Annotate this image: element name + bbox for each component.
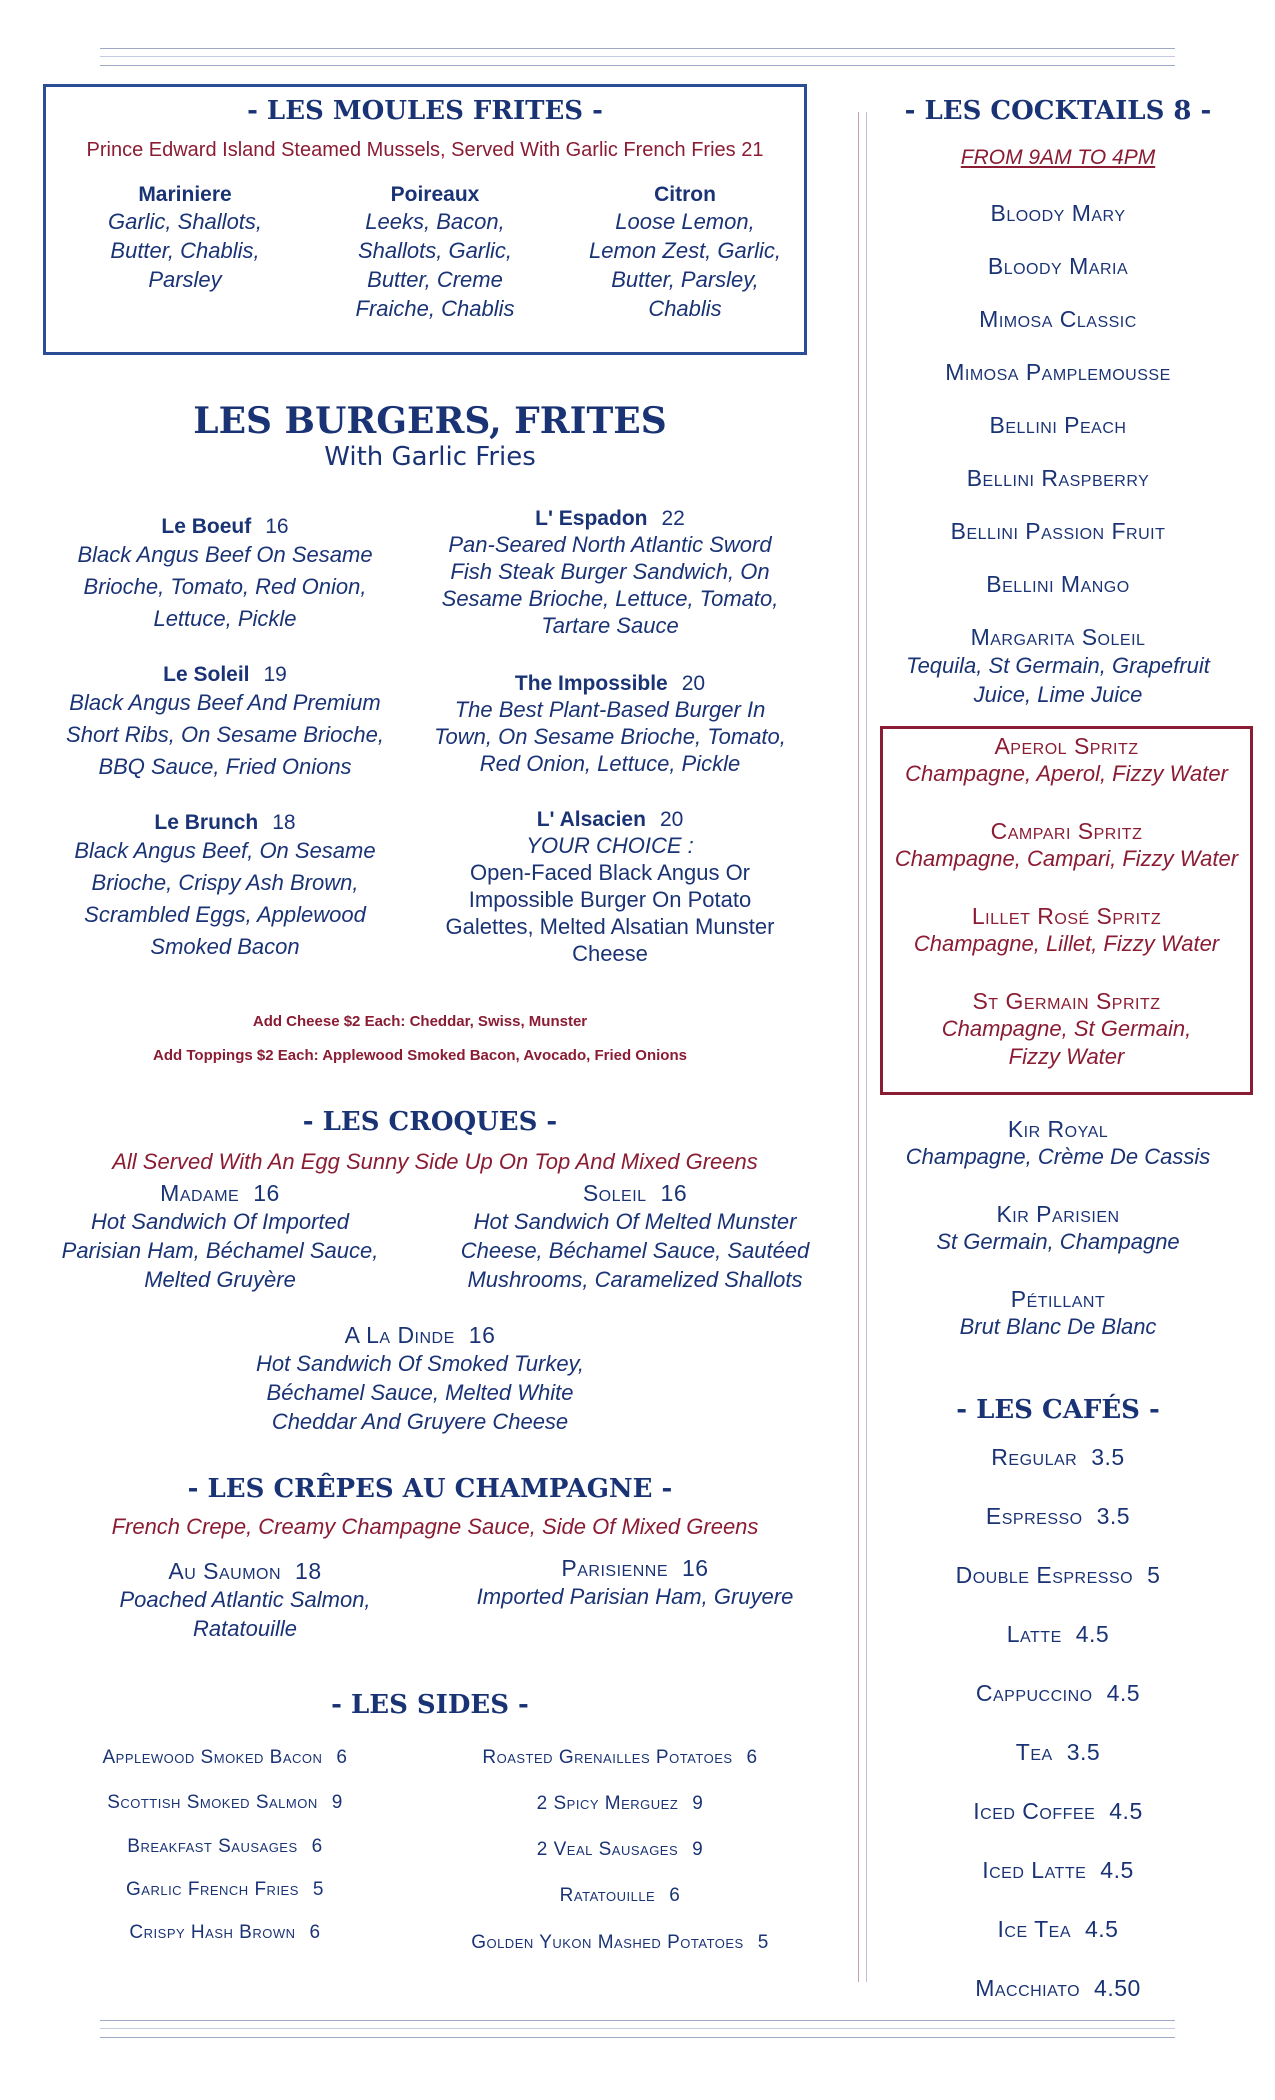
cocktail-more-item — [868, 1201, 1248, 1256]
croque-name: A La Dinde — [344, 1322, 455, 1348]
burger-le-brunch — [55, 811, 395, 963]
crepe-desc: Poached Atlantic Salmon, Ratatouille — [119, 1587, 371, 1641]
burger-name: L' Alsacien — [536, 808, 646, 831]
burger-price: 22 — [661, 507, 685, 530]
side-item — [50, 1922, 400, 1944]
bottom-rule — [100, 2020, 1175, 2021]
cafe-item — [868, 1798, 1248, 1825]
burgers-subtitle: With Garlic Fries — [324, 442, 536, 472]
side-name: Breakfast Sausages — [127, 1836, 298, 1857]
croques-subtitle: All Served With An Egg Sunny Side Up On Top And Mixed Greens — [112, 1149, 758, 1174]
spritz-desc: Champagne, St Germain, Fizzy Water — [941, 1016, 1192, 1069]
side-name: Crispy Hash Brown — [129, 1922, 296, 1943]
burger-price: 18 — [272, 811, 296, 834]
cafe-price: 4.5 — [1085, 1916, 1119, 1942]
crepe-au-saumon — [90, 1558, 400, 1643]
cocktail-item: Bellini Passion Fruit — [950, 518, 1166, 544]
moules-item-mariniere — [80, 183, 290, 294]
spritz-name: Campari Spritz — [990, 818, 1143, 844]
crepe-parisienne — [460, 1555, 810, 1611]
moules-item-desc: Garlic, Shallots, Butter, Chablis, Parsley — [107, 209, 263, 292]
crepe-name: Parisienne — [561, 1555, 668, 1581]
spritz-desc: Champagne, Aperol, Fizzy Water — [905, 761, 1228, 786]
side-name: Golden Yukon Mashed Potatoes — [471, 1932, 744, 1953]
side-price: 9 — [692, 1793, 704, 1814]
side-item — [430, 1885, 810, 1907]
cocktail-item: Bellini Mango — [986, 571, 1130, 597]
side-item — [50, 1879, 400, 1901]
cafe-price: 4.50 — [1094, 1975, 1141, 2001]
cocktail-more-item — [868, 1116, 1248, 1171]
burger-le-boeuf — [55, 515, 395, 635]
burger-price: 20 — [659, 808, 684, 831]
moules-item-name: Citron — [654, 183, 716, 206]
moules-item-desc: Loose Lemon, Lemon Zest, Garlic, Butter, Parsley, Chablis — [589, 209, 781, 321]
spritz-name: Aperol Spritz — [994, 733, 1139, 759]
moules-item-desc: Leeks, Bacon, Shallots, Garlic, Butter, Creme Fraiche, Chablis — [355, 209, 515, 321]
column-divider — [858, 112, 859, 1982]
spritz-item — [880, 733, 1253, 788]
cafe-name: Cappuccino — [975, 1680, 1093, 1706]
moules-subtitle: Prince Edward Island Steamed Mussels, Served With Garlic French Fries 21 — [86, 139, 764, 161]
burger-desc: Pan-Seared North Atlantic Sword Fish Steak Burger Sandwich, On Sesame Brioche, Lettuce, Tomato, Tartare Sauce — [441, 532, 779, 638]
side-name: Applewood Smoked Bacon — [102, 1747, 323, 1768]
moules-item-citron — [580, 183, 790, 323]
cocktail-item-margarita — [868, 624, 1248, 709]
bottom-rule-thin — [100, 2028, 1175, 2029]
croque-name: Soleil — [582, 1180, 647, 1206]
moules-item-name: Mariniere — [138, 183, 232, 206]
cocktail-desc: Champagne, Crème De Cassis — [905, 1144, 1211, 1169]
cafe-price: 3.5 — [1096, 1503, 1131, 1529]
burger-price: 20 — [681, 672, 706, 695]
croque-a-la-dinde — [240, 1322, 600, 1436]
side-name: Scottish Smoked Salmon — [107, 1792, 318, 1813]
croques-title: - LES CROQUES - — [302, 1107, 558, 1137]
burger-desc: Black Angus Beef On Sesame Brioche, Tomato, Red Onion, Lettuce, Pickle — [77, 542, 373, 631]
croque-desc: Hot Sandwich Of Melted Munster Cheese, Béchamel Sauce, Sautéed Mushrooms, Caramelized Shallots — [460, 1209, 810, 1292]
cafe-price: 4.5 — [1109, 1798, 1143, 1824]
side-price: 6 — [336, 1747, 348, 1768]
burger-name: Le Soleil — [163, 663, 250, 686]
cocktail-desc: Tequila, St Germain, Grapefruit Juice, Lime Juice — [906, 653, 1210, 707]
side-price: 6 — [669, 1885, 681, 1906]
cafe-item — [868, 1739, 1248, 1766]
cocktail-item: Bellini Peach — [989, 412, 1127, 438]
cocktail-name: Kir Royal — [1007, 1116, 1109, 1142]
burger-choice: YOUR CHOICE : — [526, 833, 694, 858]
side-name: 2 Veal Sausages — [536, 1839, 679, 1860]
cafe-name: Latte — [1006, 1621, 1062, 1647]
cocktails-hours: FROM 9AM TO 4PM — [960, 146, 1156, 169]
spritz-name: St Germain Spritz — [972, 988, 1161, 1014]
sides-title: - LES SIDES - — [331, 1690, 529, 1720]
side-price: 9 — [331, 1792, 343, 1813]
cafe-item — [868, 1562, 1248, 1589]
spritz-desc: Champagne, Campari, Fizzy Water — [894, 846, 1239, 871]
cafe-item — [868, 1680, 1248, 1707]
crepe-desc: Imported Parisian Ham, Gruyere — [476, 1584, 794, 1609]
cafe-item — [868, 1916, 1248, 1943]
cocktails-title: - LES COCKTAILS 8 - — [904, 96, 1212, 126]
cocktail-desc: St Germain, Champagne — [936, 1229, 1180, 1254]
burger-alsacien — [430, 808, 790, 967]
cafe-name: Espresso — [985, 1503, 1083, 1529]
burgers-title: LES BURGERS, FRITES — [193, 400, 667, 442]
croque-name: Madame — [160, 1180, 240, 1206]
cafe-price: 5 — [1147, 1562, 1161, 1588]
cafe-item — [868, 1621, 1248, 1648]
cocktail-item: Bloody Maria — [987, 253, 1129, 279]
side-price: 6 — [309, 1922, 321, 1943]
spritz-item — [880, 903, 1253, 958]
crepe-name: Au Saumon — [168, 1558, 282, 1584]
column-divider-2 — [866, 112, 867, 1982]
croque-price: 16 — [468, 1322, 496, 1348]
top-rule-thin — [100, 56, 1175, 57]
cafe-item — [868, 1857, 1248, 1884]
burger-name: L' Espadon — [535, 507, 648, 530]
side-price: 9 — [692, 1839, 704, 1860]
crepes-title: - LES CRÊPES AU CHAMPAGNE - — [187, 1474, 673, 1504]
side-item — [50, 1836, 400, 1858]
cafe-item — [868, 1503, 1248, 1530]
cocktail-desc: Brut Blanc De Blanc — [959, 1314, 1157, 1339]
spritz-item — [880, 988, 1253, 1071]
crepe-price: 18 — [295, 1558, 322, 1584]
burger-name: Le Boeuf — [161, 515, 252, 538]
burgers-addon-cheese: Add Cheese $2 Each: Cheddar, Swiss, Munster — [252, 1013, 588, 1030]
cafe-price: 3.5 — [1091, 1444, 1125, 1470]
cafe-price: 4.5 — [1075, 1621, 1110, 1647]
moules-item-poireaux — [330, 183, 540, 323]
side-name: Roasted Grenailles Potatoes — [482, 1747, 733, 1768]
side-item — [50, 1747, 400, 1769]
side-name: Ratatouille — [559, 1885, 656, 1906]
cocktail-name: Margarita Soleil — [970, 624, 1146, 650]
croque-madame — [55, 1180, 385, 1294]
cocktail-item: Mimosa Classic — [979, 306, 1137, 332]
croque-price: 16 — [660, 1180, 688, 1206]
moules-title: - LES MOULES FRITES - — [247, 96, 603, 126]
cafe-price: 4.5 — [1100, 1857, 1134, 1883]
cafe-price: 3.5 — [1066, 1739, 1101, 1765]
side-price: 5 — [757, 1932, 769, 1953]
cafe-name: Iced Coffee — [973, 1798, 1096, 1824]
cafes-title: - LES CAFÉS - — [956, 1395, 1160, 1425]
cafe-name: Ice Tea — [997, 1916, 1071, 1942]
cocktail-name: Pétillant — [1010, 1286, 1106, 1312]
cafe-name: Tea — [1015, 1739, 1053, 1765]
croque-desc: Hot Sandwich Of Smoked Turkey, Béchamel Sauce, Melted White Cheddar And Gruyere Cheese — [255, 1351, 585, 1434]
cocktail-item: Bloody Mary — [990, 200, 1126, 226]
burger-desc: Open-Faced Black Angus Or Impossible Burger On Potato Galettes, Melted Alsatian Munster Cheese — [445, 860, 775, 966]
moules-item-name: Poireaux — [390, 183, 480, 206]
croque-soleil — [460, 1180, 810, 1294]
top-rule-2 — [100, 65, 1175, 66]
crepe-price: 16 — [682, 1555, 709, 1581]
burger-name: Le Brunch — [154, 811, 259, 834]
side-item — [50, 1792, 400, 1814]
burger-price: 16 — [265, 515, 289, 538]
cocktail-name: Kir Parisien — [996, 1201, 1120, 1227]
side-item — [430, 1793, 810, 1815]
cafe-price: 4.5 — [1106, 1680, 1141, 1706]
cafe-name: Iced Latte — [982, 1857, 1087, 1883]
burger-le-soleil — [55, 663, 395, 783]
croque-desc: Hot Sandwich Of Imported Parisian Ham, Béchamel Sauce, Melted Gruyère — [61, 1209, 379, 1292]
cafe-name: Double Espresso — [955, 1562, 1134, 1588]
cocktail-more-item — [868, 1286, 1248, 1341]
spritz-name: Lillet Rosé Spritz — [971, 903, 1162, 929]
burger-espadon — [430, 507, 790, 639]
side-item — [430, 1747, 810, 1769]
cafe-name: Macchiato — [975, 1975, 1081, 2001]
cocktail-item: Mimosa Pamplemousse — [945, 359, 1171, 385]
crepes-subtitle: French Crepe, Creamy Champagne Sauce, Side Of Mixed Greens — [111, 1514, 759, 1539]
burger-desc: Black Angus Beef, On Sesame Brioche, Crispy Ash Brown, Scrambled Eggs, Applewood Smoked Bacon — [74, 838, 376, 959]
side-name: Garlic French Fries — [126, 1879, 299, 1900]
burger-desc: Black Angus Beef And Premium Short Ribs, On Sesame Brioche, BBQ Sauce, Fried Onions — [66, 690, 384, 779]
top-rule — [100, 48, 1175, 49]
burger-price: 19 — [263, 663, 287, 686]
cafe-item — [868, 1975, 1248, 2002]
croque-price: 16 — [253, 1180, 280, 1206]
burger-desc: The Best Plant-Based Burger In Town, On Sesame Brioche, Tomato, Red Onion, Lettuce, Pickle — [434, 697, 786, 776]
burger-name: The Impossible — [514, 672, 668, 695]
cafe-name: Regular — [991, 1444, 1078, 1470]
side-price: 6 — [311, 1836, 323, 1857]
bottom-rule-2 — [100, 2037, 1175, 2038]
side-price: 5 — [312, 1879, 324, 1900]
cafe-item — [868, 1444, 1248, 1471]
side-item — [430, 1932, 810, 1954]
burgers-addon-toppings: Add Toppings $2 Each: Applewood Smoked Bacon, Avocado, Fried Onions — [153, 1047, 687, 1064]
side-item — [430, 1839, 810, 1861]
side-name: 2 Spicy Merguez — [536, 1793, 679, 1814]
spritz-desc: Champagne, Lillet, Fizzy Water — [913, 931, 1220, 956]
cocktail-item: Bellini Raspberry — [966, 465, 1150, 491]
burger-impossible — [430, 672, 790, 777]
side-price: 6 — [746, 1747, 758, 1768]
spritz-item — [880, 818, 1253, 873]
